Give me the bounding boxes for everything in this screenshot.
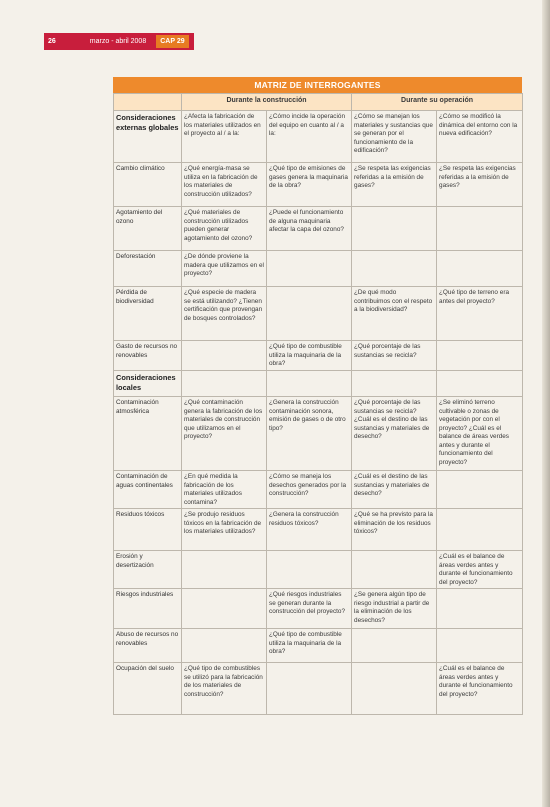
matrix-cell: ¿Puede el funcionamiento de alguna maquinaria afectar la capa del ozono? bbox=[267, 207, 352, 251]
matrix-cell bbox=[182, 589, 267, 629]
matrix-cell: ¿Afecta la fabricación de los materiales utilizados en el proyecto al / a la: bbox=[182, 111, 267, 163]
matrix-title: MATRIZ DE INTERROGANTES bbox=[113, 77, 522, 93]
matrix-cell bbox=[352, 371, 437, 397]
matrix-cell: ¿Genera la construcción residuos tóxicos? bbox=[267, 509, 352, 551]
section-label: Consideraciones externas globales bbox=[114, 111, 182, 163]
matrix-cell: ¿Qué se ha previsto para la eliminación de los residuos tóxicos? bbox=[352, 509, 437, 551]
matrix-cell bbox=[437, 629, 523, 663]
matrix-cell: ¿Qué materiales de construcción utilizados pueden generar agotamiento del ozono? bbox=[182, 207, 267, 251]
row-label: Erosión y desertización bbox=[114, 551, 182, 589]
row-label: Residuos tóxicos bbox=[114, 509, 182, 551]
matrix-cell bbox=[267, 371, 352, 397]
page-header-bar bbox=[44, 33, 194, 50]
matrix-cell: ¿Cómo se modificó la dinámica del entorno con la nueva edificación? bbox=[437, 111, 523, 163]
row-label: Contaminación de aguas continentales bbox=[114, 471, 182, 509]
matrix-row bbox=[114, 371, 523, 397]
row-label: Contaminación atmosférica bbox=[114, 397, 182, 471]
page-number: 26 bbox=[48, 38, 56, 45]
matrix-row bbox=[114, 629, 523, 663]
matrix-cell bbox=[437, 251, 523, 287]
matrix-container bbox=[113, 77, 522, 715]
matrix-row bbox=[114, 551, 523, 589]
matrix-cell: ¿Qué tipo de terreno era antes del proyecto? bbox=[437, 287, 523, 341]
matrix-row bbox=[114, 471, 523, 509]
row-label: Cambio climático bbox=[114, 163, 182, 207]
matrix-row bbox=[114, 163, 523, 207]
matrix-cell: ¿Cómo se manejan los materiales y sustancias que se generan por el funcionamiento de la edificación? bbox=[352, 111, 437, 163]
matrix-cell bbox=[182, 551, 267, 589]
matrix-cell bbox=[352, 663, 437, 715]
matrix-row bbox=[114, 111, 523, 163]
matrix-cell bbox=[182, 371, 267, 397]
matrix-corner-cell bbox=[114, 94, 182, 111]
issue-date: marzo - abril 2008 bbox=[89, 38, 147, 45]
matrix-cell bbox=[437, 341, 523, 371]
matrix-row bbox=[114, 207, 523, 251]
matrix-cell: ¿Se genera algún tipo de riesgo industrial a partir de la eliminación de los desechos? bbox=[352, 589, 437, 629]
matrix-table bbox=[113, 93, 523, 715]
matrix-cell bbox=[182, 629, 267, 663]
row-label: Riesgos industriales bbox=[114, 589, 182, 629]
group-header-construction: Durante la construcción bbox=[182, 94, 352, 111]
matrix-row bbox=[114, 341, 523, 371]
matrix-cell: ¿Qué tipo de combustible utiliza la maquinaria de la obra? bbox=[267, 629, 352, 663]
matrix-cell: ¿Qué tipo de emisiones de gases genera la maquinaria de la obra? bbox=[267, 163, 352, 207]
section-label: Consideraciones locales bbox=[114, 371, 182, 397]
matrix-cell: ¿De qué modo contribuimos con el respeto a la biodiversidad? bbox=[352, 287, 437, 341]
matrix-cell bbox=[437, 589, 523, 629]
matrix-cell bbox=[352, 207, 437, 251]
matrix-cell bbox=[267, 551, 352, 589]
matrix-cell: ¿Qué porcentaje de las sustancias se recicla? ¿Cuál es el destino de las sustancias y materiales de desecho? bbox=[352, 397, 437, 471]
matrix-cell bbox=[352, 251, 437, 287]
row-label: Agotamiento del ozono bbox=[114, 207, 182, 251]
matrix-cell bbox=[267, 251, 352, 287]
row-label: Pérdida de biodiversidad bbox=[114, 287, 182, 341]
matrix-cell: ¿Qué especie de madera se está utilizando? ¿Tienen certificación que provengan de bosques controlados? bbox=[182, 287, 267, 341]
matrix-cell: ¿Se respeta las exigencias referidas a la emisión de gases? bbox=[437, 163, 523, 207]
matrix-cell: ¿Cuál es el destino de las sustancias y materiales de desecho? bbox=[352, 471, 437, 509]
matrix-cell: ¿Se respeta las exigencias referidas a la emisión de gases? bbox=[352, 163, 437, 207]
matrix-cell: ¿Qué tipo de combustible utiliza la maquinaria de la obra? bbox=[267, 341, 352, 371]
matrix-cell: ¿Cuál es el balance de áreas verdes antes y durante el funcionamiento del proyecto? bbox=[437, 551, 523, 589]
matrix-cell: ¿Qué riesgos industriales se generan durante la construcción del proyecto? bbox=[267, 589, 352, 629]
matrix-cell: ¿Genera la construcción contaminación sonora, emisión de gases o de otro tipo? bbox=[267, 397, 352, 471]
matrix-cell: ¿Cuál es el balance de áreas verdes antes y durante el funcionamiento del proyecto? bbox=[437, 663, 523, 715]
matrix-cell: ¿Se eliminó terreno cultivable o zonas de vegetación por con el proyecto? ¿Cuál es el balance de áreas verdes antes y durante el funcionamiento del proyecto? bbox=[437, 397, 523, 471]
matrix-cell: ¿Cómo incide la operación del equipo en cuanto al / a la: bbox=[267, 111, 352, 163]
matrix-cell: ¿Qué porcentaje de las sustancias se recicla? bbox=[352, 341, 437, 371]
matrix-cell bbox=[352, 551, 437, 589]
matrix-cell: ¿En qué medida la fabricación de los materiales utilizados contamina? bbox=[182, 471, 267, 509]
row-label: Ocupación del suelo bbox=[114, 663, 182, 715]
matrix-cell bbox=[267, 287, 352, 341]
matrix-cell bbox=[437, 471, 523, 509]
matrix-cell: ¿De dónde proviene la madera que utilizamos en el proyecto? bbox=[182, 251, 267, 287]
matrix-cell: ¿Qué contaminación genera la fabricación de los materiales de construcción que utilizamos en el proyecto? bbox=[182, 397, 267, 471]
matrix-cell: ¿Qué energía-masa se utiliza en la fabricación de los materiales de construcción utilizados? bbox=[182, 163, 267, 207]
matrix-row bbox=[114, 589, 523, 629]
matrix-cell bbox=[437, 509, 523, 551]
row-label: Abuso de recursos no renovables bbox=[114, 629, 182, 663]
matrix-cell: ¿Se produjo residuos tóxicos en la fabricación de los materiales utilizados? bbox=[182, 509, 267, 551]
matrix-row bbox=[114, 509, 523, 551]
group-header-operation: Durante su operación bbox=[352, 94, 523, 111]
matrix-row bbox=[114, 663, 523, 715]
matrix-cell bbox=[352, 629, 437, 663]
row-label: Deforestación bbox=[114, 251, 182, 287]
matrix-cell: ¿Cómo se maneja los desechos generados por la construcción? bbox=[267, 471, 352, 509]
matrix-cell bbox=[182, 341, 267, 371]
row-label: Gasto de recursos no renovables bbox=[114, 341, 182, 371]
matrix-cell bbox=[267, 663, 352, 715]
matrix-group-header-row bbox=[114, 94, 523, 111]
chapter-badge: CAP 29 bbox=[156, 35, 188, 48]
matrix-cell bbox=[437, 207, 523, 251]
matrix-row bbox=[114, 287, 523, 341]
matrix-cell bbox=[437, 371, 523, 397]
matrix-cell: ¿Qué tipo de combustibles se utilizó para la fabricación de los materiales de construcción? bbox=[182, 663, 267, 715]
matrix-row bbox=[114, 251, 523, 287]
page-spine-edge bbox=[542, 0, 550, 807]
matrix-row bbox=[114, 397, 523, 471]
